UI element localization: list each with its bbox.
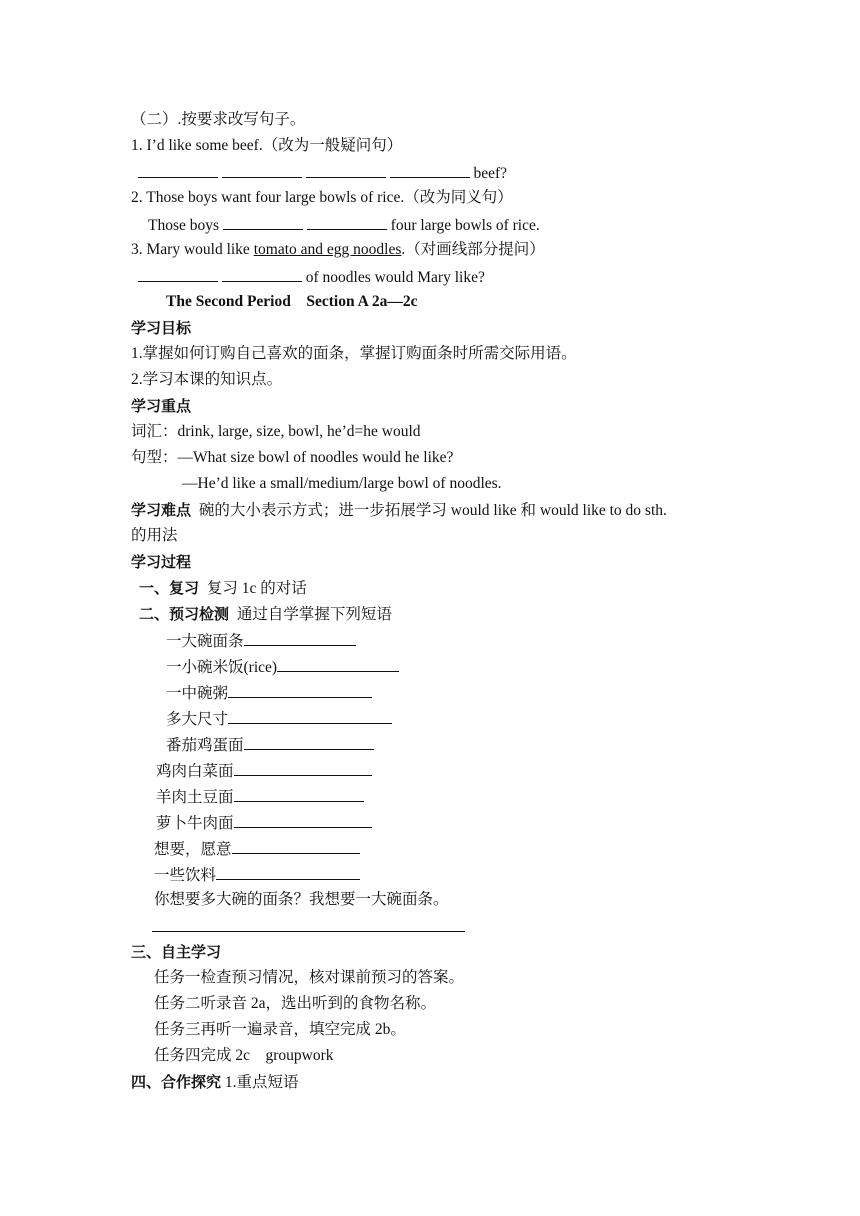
difficulty-line [131,500,667,521]
phrase-item [166,734,374,756]
phrase-text: 一中碗粥 [166,685,229,702]
vocab-line: 词汇：drink, large, size, bowl, he’d=he would [131,423,421,440]
exercise-heading: （二）.按要求改写句子。 [131,111,306,128]
question-1: 1. I’d like some beef.（改为一般疑问句） [131,137,403,154]
preview-label: 二、预习检测 [139,605,230,623]
cooperation-text: 1.重点短语 [224,1074,299,1091]
question-2-answer-line [148,214,540,236]
question-3-prefix: 3. Mary would like [131,241,254,258]
phrase-text: 一大碗面条 [166,633,244,650]
phrase-text: 羊肉土豆面 [156,789,234,806]
phrase-text: 鸡肉白菜面 [156,763,234,780]
phrase-blank[interactable] [234,786,364,802]
difficulty-heading: 学习难点 [131,501,192,519]
phrase-item [166,656,399,678]
phrase-blank[interactable] [216,864,360,880]
question-3 [131,240,545,260]
objective-item: 1.掌握如何订购自己喜欢的面条，掌握订购面条时所需交际用语。 [131,345,577,362]
cooperation-label: 四、合作探究 [131,1073,222,1091]
question-2-start-text: Those boys [148,217,220,234]
phrase-text: 想要，愿意 [154,841,232,858]
phrase-item [166,708,392,730]
review-text: 复习 1c 的对话 [206,580,307,597]
phrase-item [156,786,364,808]
task-item: 任务一检查预习情况，核对课前预习的答案。 [154,969,465,986]
review-line [139,578,307,599]
question-2-end-text: four large bowls of rice. [390,217,540,234]
phrase-item [166,630,356,652]
question-3-end-text: of noodles would Mary like? [305,269,485,286]
answer-blank[interactable] [390,162,470,178]
phrase-blank[interactable] [234,812,372,828]
phrase-item [166,682,372,704]
self-study-heading: 三、自主学习 [131,943,222,961]
preview-text: 通过自学掌握下列短语 [236,606,392,623]
dialog-prompt: 你想要多大碗的面条？我想要一大碗面条。 [154,891,449,908]
difficulty-text: 碗的大小表示方式；进一步拓展学习 would like 和 would like to do sth. [198,502,667,519]
phrase-blank[interactable] [244,734,374,750]
phrase-blank[interactable] [234,760,372,776]
phrase-blank[interactable] [228,708,392,724]
task-item: 任务三再听一遍录音，填空完成 2b。 [154,1021,406,1038]
review-label: 一、复习 [139,579,200,597]
answer-blank[interactable] [223,214,303,230]
answer-blank[interactable] [222,162,302,178]
phrase-text: 一些饮料 [154,867,217,884]
answer-blank[interactable] [138,266,218,282]
question-3-underlined-text: tomato and egg noodles [253,241,402,258]
phrase-item [154,864,360,886]
dialog-answer-line[interactable] [152,931,465,932]
phrase-blank[interactable] [232,838,360,854]
answer-blank[interactable] [306,162,386,178]
objectives-heading: 学习目标 [131,319,192,337]
task-item: 任务二听录音 2a，选出听到的食物名称。 [154,995,437,1012]
answer-blank[interactable] [222,266,302,282]
phrase-blank[interactable] [228,682,372,698]
difficulty-text-continued: 的用法 [131,527,178,544]
key-points-heading: 学习重点 [131,397,192,415]
phrase-item [154,838,360,860]
preview-line [139,604,392,625]
phrase-text: 多大尺寸 [166,711,229,728]
period-title: The Second Period Section A 2a—2c [166,293,418,310]
pattern-line-2: —He’d like a small/medium/large bowl of noodles. [182,475,502,492]
cooperation-line [131,1072,299,1093]
process-heading: 学习过程 [131,553,192,571]
question-3-suffix: .（对画线部分提问） [401,241,545,258]
phrase-text: 萝卜牛肉面 [156,815,234,832]
question-1-answer-line [138,162,507,184]
question-1-end-text: beef? [473,165,508,182]
phrase-item [156,812,372,834]
objective-item: 2.学习本课的知识点。 [131,371,283,388]
phrase-blank[interactable] [277,656,399,672]
phrase-item [156,760,372,782]
pattern-line-1: 句型：—What size bowl of noodles would he like? [131,449,454,466]
phrase-text: 一小碗米饭(rice) [166,659,278,676]
phrase-text: 番茄鸡蛋面 [166,737,244,754]
task-item: 任务四完成 2c groupwork [154,1047,334,1064]
answer-blank[interactable] [138,162,218,178]
question-3-answer-line [138,266,485,288]
answer-blank[interactable] [307,214,387,230]
phrase-blank[interactable] [244,630,356,646]
question-2: 2. Those boys want four large bowls of rice.（改为同义句） [131,189,513,206]
